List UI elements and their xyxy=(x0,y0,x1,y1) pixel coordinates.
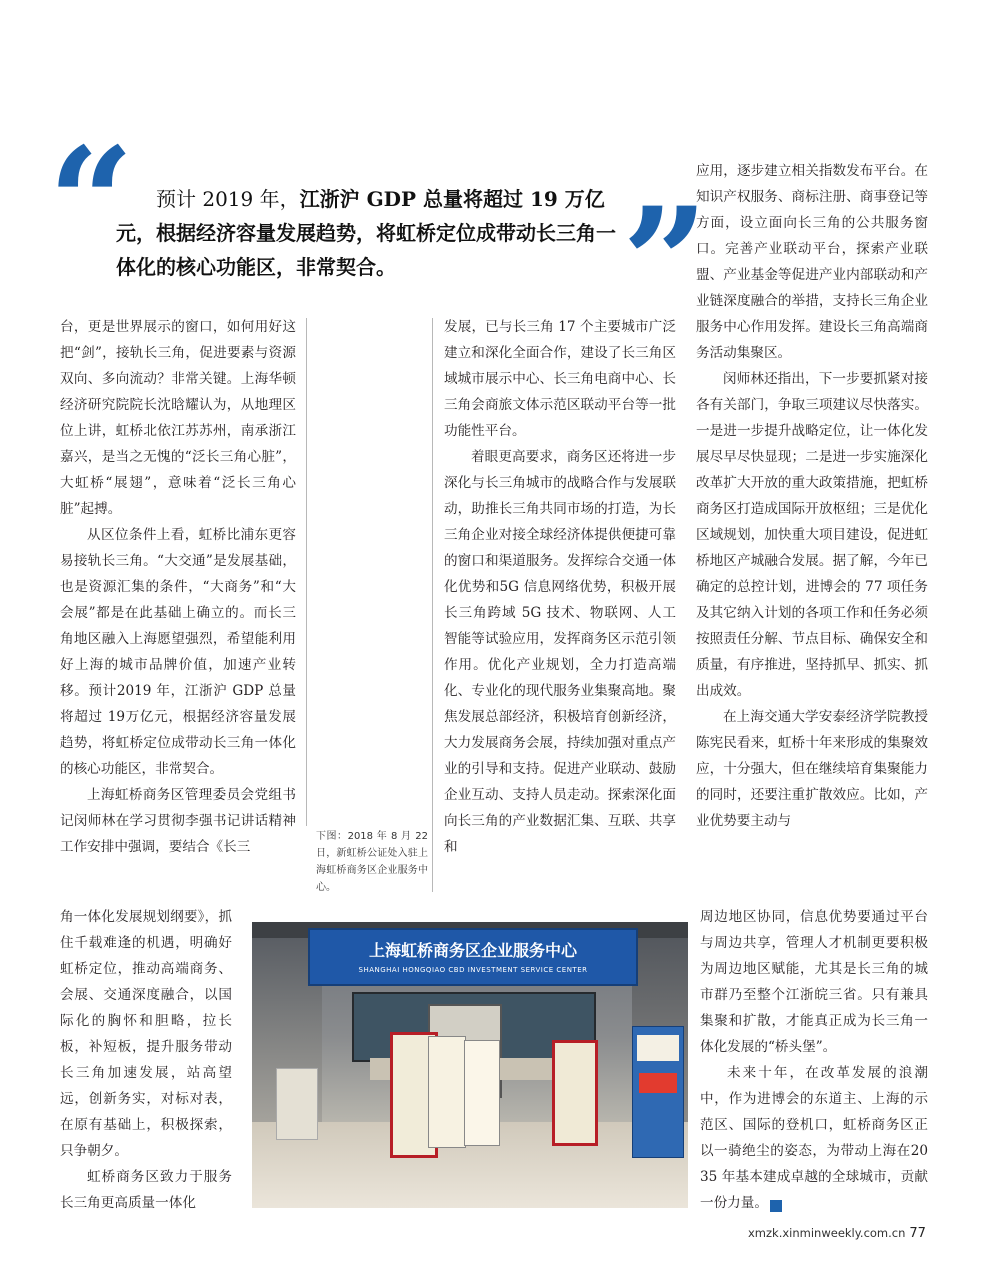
paragraph: 周边地区协同，信息优势要通过平台与周边共享，管理人才机制更要积极为周边地区赋能，尤其是长三角的城市群乃至整个江浙皖三省。只有兼具集聚和扩散，才能真正成为长三角一体化发展的“桥头堡”。 xyxy=(700,909,928,1055)
right-column-wrap xyxy=(700,904,928,1216)
column-divider xyxy=(306,318,307,826)
paragraph: 虹桥商务区致力于服务长三角更高质量一体化 xyxy=(60,1169,232,1211)
paragraph: 角一体化发展规划纲要》，抓住千载难逢的机遇，明确好虹桥定位，推动高端商务、会展、交通深度融合，以国际化的胸怀和胆略，拉长板，补短板，提升服务带动长三角加速发展，站高望远，创新务实，对标对表，在原有基础上，积极探索，只争朝夕。 xyxy=(60,909,232,1159)
column-divider xyxy=(432,318,433,892)
open-quote-mark: “ xyxy=(48,115,135,291)
service-center-sign xyxy=(308,928,638,986)
left-column xyxy=(60,314,296,860)
end-mark-icon: 民 xyxy=(770,1200,782,1212)
footer-url: xmzk.xinminweekly.com.cn xyxy=(748,1226,906,1240)
pull-quote xyxy=(116,182,628,284)
paragraph: 闵师林还指出，下一步要抓紧对接各有关部门，争取三项建议尽快落实。一是进一步提升战略定位，让一体化发展尽早尽快显现；二是进一步实施深化改革扩大开放的重大政策措施，把虹桥商务区打造成国际开放枢纽；三是优化区域规划，加快重大项目建设，促进虹桥地区产城融合发展。据了解，今年已确定的总控计划，进博会的 77 项任务及其它纳入计划的各项工作和任务必须按照责任分解、节点目标、确保安全和质量，有序推进，坚持抓早、抓实、抓出成效。 xyxy=(696,371,928,699)
paragraph xyxy=(700,1060,928,1216)
pull-quote-lead: 预计 2019 年， xyxy=(156,187,300,211)
right-column xyxy=(696,158,928,834)
page-number: 77 xyxy=(909,1226,926,1241)
paragraph: 应用，逐步建立相关指数发布平台。在知识产权服务、商标注册、商事登记等方面，设立面向长三角的公共服务窗口。完善产业联动平台，探索产业联盟、产业基金等促进产业内部联动和产业链深度融合的举措，支持长三角企业服务中心作用发挥。建设长三角高端商务活动集聚区。 xyxy=(696,163,928,361)
left-column-wrap xyxy=(60,904,232,1216)
middle-column xyxy=(444,314,676,860)
page-footer xyxy=(748,1224,926,1243)
photo-poster xyxy=(276,1068,318,1140)
paragraph: 台，更是世界展示的窗口，如何用好这把“剑”，接轨长三角，促进要素与资源双向、多向流动？非常关键。上海华顿经济研究院院长沈晗耀认为，从地理区位上讲，虹桥北依江苏苏州，南承浙江嘉兴，是当之无愧的“泛长三角心脏”，大虹桥“展翅”，意味着“泛长三角心脏”起搏。 xyxy=(60,319,296,517)
photo-banner xyxy=(552,1040,598,1146)
paragraph: 在上海交通大学安泰经济学院教授陈宪民看来，虹桥十年来形成的集聚效应，十分强大，但在继续培育集聚能力的同时，还要注重扩散效应。比如，产业优势要主动与 xyxy=(696,709,928,829)
sign-english: SHANGHAI HONGQIAO CBD INVESTMENT SERVICE CENTER xyxy=(358,966,588,974)
pull-quote-emphasis: 江浙沪 GDP 总量将超过 19 万亿元，根据经济容量发展趋势，将虹桥定位成带动长三角一体化的核心功能区，非常契合。 xyxy=(116,187,616,279)
close-quote-mark: ” xyxy=(622,175,709,351)
sign-chinese: 上海虹桥商务区企业服务中心 xyxy=(368,941,577,960)
photo-caption: 下图：2018 年 8 月 22 日，新虹桥公证处入驻上海虹桥商务区企业服务中心。 xyxy=(316,831,428,893)
photo-banner xyxy=(632,1026,684,1158)
paragraph: 从区位条件上看，虹桥比浦东更容易接轨长三角。“大交通”是发展基础，也是资源汇集的条件，“大商务”和“大会展”都是在此基础上确立的。而长三角地区融入上海愿望强烈，希望能利用好上海的城市品牌价值，加速产业转移。预计2019 年，江浙沪 GDP 总量将超过 19万亿元，根据经济容量发展趋势，将虹桥定位成带动长三角一体化的核心功能区，非常契合。 xyxy=(60,527,296,777)
photo-banner xyxy=(428,1036,466,1148)
service-center-photo xyxy=(252,922,688,1208)
paragraph: 着眼更高要求，商务区还将进一步深化与长三角城市的战略合作与发展联动，助推长三角共同市场的打造，为长三角企业对接全球经济体提供便捷可靠的窗口和渠道服务。发挥综合交通一体化优势和5G 信息网络优势，积极开展长三角跨域 5G 技术、物联网、人工智能等试验应用，发挥商务区示范引领作用。优化产业规划，全力打造高端化、专业化的现代服务业集聚高地。聚焦发展总部经济，积极培育创新经济，大力发展商务会展，持续加强对重点产业的引导和支持。促进产业联动、鼓励企业互动、支持人员走动。探索深化面向长三角的产业数据汇集、互联、共享和 xyxy=(444,449,676,855)
paragraph-text: 未来十年，在改革发展的浪潮中，作为进博会的东道主、上海的示范区、国际的登机口，虹桥商务区正以一骑绝尘的姿态，为带动上海在2035 年基本建成卓越的全球城市，贡献一份力量。 xyxy=(700,1065,928,1211)
paragraph: 发展，已与长三角 17 个主要城市广泛建立和深化全面合作，建设了长三角区域城市展示中心、长三角电商中心、长三角会商旅文体示范区联动平台等一批功能性平台。 xyxy=(444,319,676,439)
paragraph: 上海虹桥商务区管理委员会党组书记闵师林在学习贯彻李强书记讲话精神工作安排中强调，要结合《长三 xyxy=(60,787,296,855)
photo-banner xyxy=(464,1040,500,1146)
